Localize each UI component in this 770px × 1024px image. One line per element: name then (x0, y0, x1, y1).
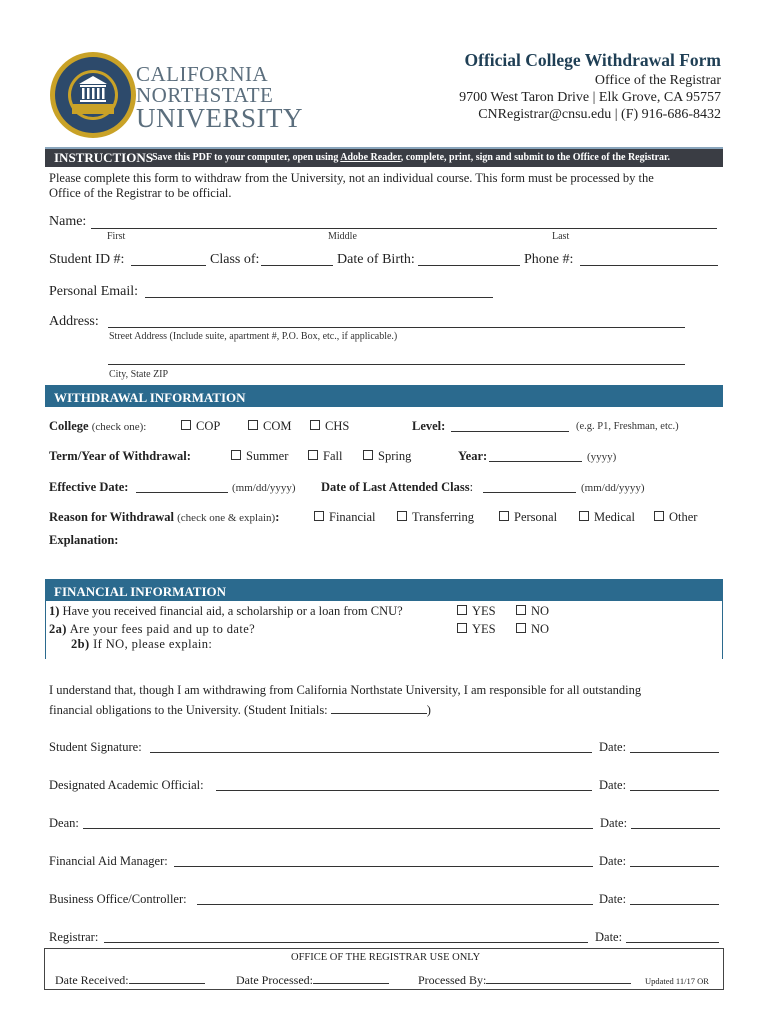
signature-field-financial-aid[interactable] (174, 866, 593, 867)
date-received-text: Date Received: (55, 973, 129, 987)
name-field[interactable] (91, 228, 717, 229)
signature-label-business-office: Business Office/Controller: (49, 892, 187, 906)
checkbox-icon[interactable] (231, 450, 241, 460)
city-state-zip-hint: City, State ZIP (109, 369, 169, 380)
signature-label-financial-aid: Financial Aid Manager: (49, 854, 168, 868)
college-option-label: COP (196, 419, 221, 433)
term-option-summer[interactable] (231, 449, 288, 464)
last-attended-hint: (mm/dd/yyyy) (581, 482, 645, 494)
q1-yes-option[interactable] (457, 604, 496, 619)
college-option-chs[interactable] (310, 419, 349, 434)
college-option-com[interactable] (248, 419, 291, 434)
q1-no-option[interactable] (516, 604, 549, 619)
question-2b-number: 2b) (71, 637, 90, 651)
reason-hint: (check one & explain) (177, 512, 276, 524)
checkbox-icon[interactable] (314, 511, 324, 521)
dob-field[interactable] (418, 265, 520, 266)
date-received-field[interactable] (129, 973, 205, 984)
term-option-spring[interactable] (363, 449, 411, 464)
university-seal-icon (48, 50, 138, 140)
financial-section-title: FINANCIAL INFORMATION (54, 584, 227, 599)
logo-text-university: UNIVERSITY (136, 103, 303, 133)
question-2a-text: Are your fees paid and up to date? (69, 622, 256, 636)
term-option-label: Spring (378, 449, 412, 463)
no-label: NO (531, 604, 550, 618)
signature-field-dean[interactable] (83, 828, 593, 829)
instructions-text-pre: Save this PDF to your computer, open using (152, 152, 341, 163)
instructions-bar-text (152, 152, 670, 163)
signature-field-academic-official[interactable] (216, 790, 592, 791)
checkbox-icon[interactable] (499, 511, 509, 521)
checkbox-icon[interactable] (457, 623, 467, 633)
question-2b-text: If NO, please explain: (93, 637, 213, 651)
class-of-label: Class of: (210, 252, 260, 267)
processed-by-field[interactable] (486, 973, 631, 984)
checkbox-icon[interactable] (654, 511, 664, 521)
checkbox-icon[interactable] (363, 450, 373, 460)
responsibility-statement-line2 (49, 702, 431, 718)
email-field[interactable] (145, 297, 493, 298)
reason-option-personal[interactable] (499, 510, 557, 525)
question-2a (49, 622, 255, 637)
q2a-no-option[interactable] (516, 622, 549, 637)
last-name-hint: Last (552, 231, 570, 242)
adobe-reader-link[interactable]: Adobe Reader (340, 152, 401, 163)
last-attended-label (321, 480, 473, 495)
instructions-heading: INSTRUCTIONS (54, 150, 153, 165)
statement-line2-text: financial obligations to the University. (Student Initials: (49, 703, 328, 717)
checkbox-icon[interactable] (310, 420, 320, 430)
reason-option-label: Personal (514, 510, 558, 524)
student-id-label: Student ID #: (49, 252, 125, 267)
date-label-academic-official: Date: (599, 778, 627, 792)
student-initials-field[interactable] (331, 702, 427, 714)
statement-close-paren: ) (426, 703, 431, 717)
checkbox-icon[interactable] (457, 605, 467, 615)
level-label: Level: (412, 419, 446, 433)
updated-note: Updated 11/17 OR (645, 976, 709, 986)
date-field-financial-aid[interactable] (630, 866, 719, 867)
date-label-registrar: Date: (595, 930, 623, 944)
university-logo (48, 50, 308, 142)
responsibility-statement-line1: I understand that, though I am withdrawing from California Northstate University, I am responsible for all outstanding (49, 683, 642, 697)
street-address-hint: Street Address (Include suite, apartment #, P.O. Box, etc., if applicable.) (109, 331, 398, 342)
question-1-number: 1) (49, 604, 60, 618)
class-of-field[interactable] (261, 265, 333, 266)
term-option-fall[interactable] (308, 449, 342, 464)
last-attended-field[interactable] (483, 492, 576, 493)
college-label-text: College (49, 419, 89, 433)
date-label-financial-aid: Date: (599, 854, 627, 868)
level-field[interactable] (451, 431, 569, 432)
instructions-text-post: , complete, print, sign and submit to the Office of the Registrar. (400, 152, 671, 163)
explanation-label: Explanation: (49, 533, 119, 547)
office-address: 9700 West Taron Drive | Elk Grove, CA 95757 (459, 90, 721, 105)
date-label-business-office: Date: (599, 892, 627, 906)
last-attended-colon: : (469, 480, 474, 494)
date-processed-text: Date Processed: (236, 973, 313, 987)
first-name-hint: First (107, 231, 126, 242)
date-field-student[interactable] (630, 752, 719, 753)
q2a-yes-option[interactable] (457, 622, 496, 637)
date-label-student: Date: (599, 740, 627, 754)
term-option-label: Fall (323, 449, 343, 463)
college-hint: (check one): (91, 421, 147, 433)
explanation-field[interactable] (130, 528, 720, 568)
signature-field-registrar[interactable] (104, 942, 588, 943)
checkbox-icon[interactable] (579, 511, 589, 521)
logo-text-california: CALIFORNIA (136, 62, 269, 86)
city-state-zip-field[interactable] (108, 364, 685, 365)
effective-date-label: Effective Date: (49, 480, 129, 494)
college-option-cop[interactable] (181, 419, 220, 434)
processed-by-text: Processed By: (418, 973, 487, 987)
yes-label: YES (472, 604, 496, 618)
office-use-title: OFFICE OF THE REGISTRAR USE ONLY (291, 952, 481, 963)
last-attended-label-text: Date of Last Attended Class (321, 480, 470, 494)
signature-field-student[interactable] (150, 752, 592, 753)
financial-section-header (45, 579, 723, 601)
checkbox-icon[interactable] (308, 450, 318, 460)
instructions-body-line1: Please complete this form to withdraw from the University, not an individual course. This form must be processed by the (49, 171, 654, 185)
date-field-business-office[interactable] (630, 904, 719, 905)
reason-option-other[interactable] (654, 510, 697, 525)
middle-name-hint: Middle (328, 231, 357, 242)
reason-label (49, 510, 279, 525)
reason-option-financial[interactable] (314, 510, 376, 525)
signature-label-academic-official: Designated Academic Official: (49, 778, 204, 792)
term-label: Term/Year of Withdrawal: (49, 449, 191, 463)
date-field-registrar[interactable] (626, 942, 719, 943)
date-processed-field[interactable] (313, 973, 389, 984)
office-contact: CNRegistrar@cnsu.edu | (F) 916-686-8432 (478, 107, 721, 122)
checkbox-icon[interactable] (248, 420, 258, 430)
date-field-academic-official[interactable] (630, 790, 719, 791)
reason-colon: : (275, 510, 280, 524)
street-address-field[interactable] (108, 327, 685, 328)
date-processed-label (236, 973, 389, 988)
year-label: Year: (458, 449, 488, 463)
checkbox-icon[interactable] (516, 605, 526, 615)
effective-date-field[interactable] (136, 492, 228, 493)
student-id-field[interactable] (131, 265, 206, 266)
form-title: Official College Withdrawal Form (464, 50, 721, 70)
reason-option-label: Other (669, 510, 698, 524)
college-label (49, 419, 146, 434)
college-option-label: COM (263, 419, 292, 433)
signature-label-registrar: Registrar: (49, 930, 99, 944)
reason-label-text: Reason for Withdrawal (49, 510, 175, 524)
address-label: Address: (49, 314, 99, 329)
reason-option-transferring[interactable] (397, 510, 474, 525)
level-hint: (e.g. P1, Freshman, etc.) (576, 421, 679, 432)
date-received-label (55, 973, 205, 988)
no-label: NO (531, 622, 550, 636)
withdrawal-section-header (45, 385, 723, 407)
reason-option-medical[interactable] (579, 510, 635, 525)
question-1-text: Have you received financial aid, a scholarship or a loan from CNU? (62, 604, 403, 618)
question-2b (71, 637, 212, 652)
withdrawal-section-title: WITHDRAWAL INFORMATION (54, 390, 246, 405)
phone-field[interactable] (580, 265, 718, 266)
signature-label-student: Student Signature: (49, 740, 142, 754)
office-name: Office of the Registrar (594, 73, 721, 88)
checkbox-icon[interactable] (397, 511, 407, 521)
yes-label: YES (472, 622, 496, 636)
year-hint: (yyyy) (587, 451, 617, 463)
reason-option-label: Financial (329, 510, 376, 524)
signature-field-business-office[interactable] (197, 904, 593, 905)
dob-label: Date of Birth: (337, 252, 415, 267)
checkbox-icon[interactable] (516, 623, 526, 633)
office-use-box (44, 948, 724, 990)
email-label: Personal Email: (49, 284, 139, 299)
instructions-body-line2: Office of the Registrar to be official. (49, 186, 232, 200)
signature-label-dean: Dean: (49, 816, 79, 830)
date-label-dean: Date: (600, 816, 628, 830)
question-1 (49, 604, 403, 619)
processed-by-label (418, 973, 631, 988)
effective-date-hint: (mm/dd/yyyy) (232, 482, 296, 494)
logo-text-northstate: NORTHSTATE (136, 83, 274, 107)
date-field-dean[interactable] (631, 828, 720, 829)
name-label: Name: (49, 214, 87, 229)
phone-label: Phone #: (524, 252, 574, 267)
checkbox-icon[interactable] (181, 420, 191, 430)
reason-option-label: Medical (594, 510, 635, 524)
term-option-label: Summer (246, 449, 289, 463)
year-field[interactable] (489, 461, 582, 462)
instructions-bar (45, 147, 723, 167)
question-2a-number: 2a) (49, 622, 67, 636)
reason-option-label: Transferring (412, 510, 475, 524)
college-option-label: CHS (325, 419, 350, 433)
